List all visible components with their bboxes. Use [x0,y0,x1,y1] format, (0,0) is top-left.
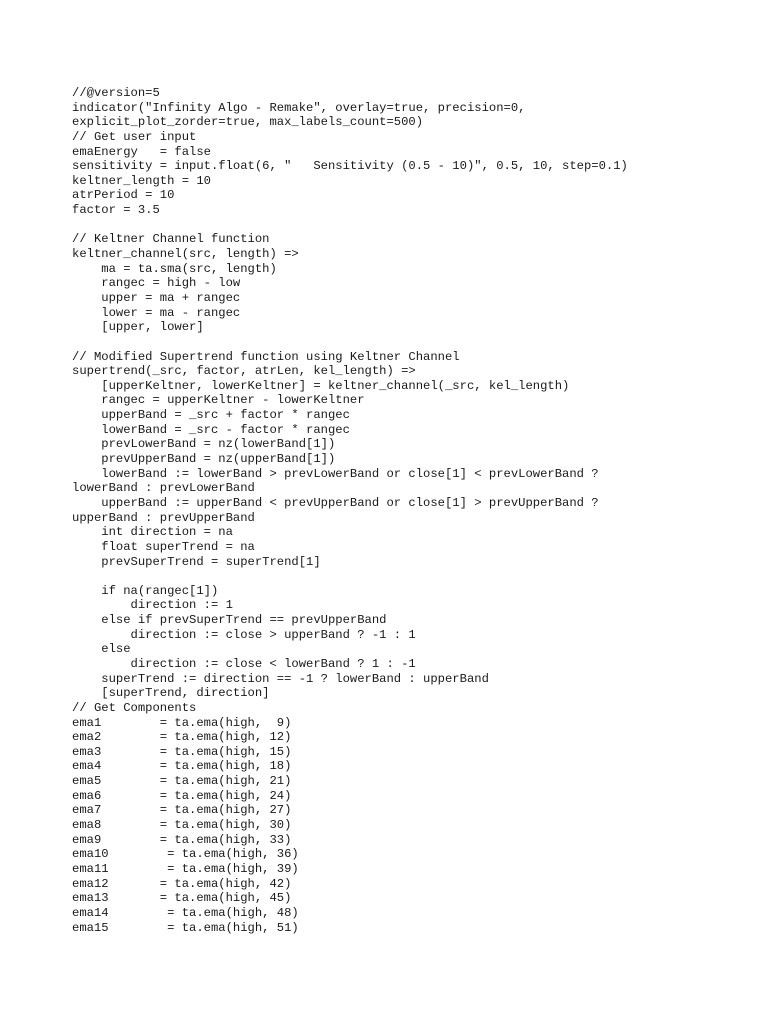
code-line: upperBand = _src + factor * rangec [72,408,350,423]
code-line: lowerBand := lowerBand > prevLowerBand or close[1] < prevLowerBand ? [72,466,599,481]
code-line: ema5 = ta.ema(high, 21) [72,774,292,789]
code-line: upperBand := upperBand < prevUpperBand or close[1] > prevUpperBand ? [72,495,599,510]
code-line: direction := 1 [72,598,233,613]
code-line: ema11 = ta.ema(high, 39) [72,861,299,876]
code-line: superTrend := direction == -1 ? lowerBand : upperBand [72,671,489,686]
code-line: explicit_plot_zorder=true, max_labels_count=500) [72,115,424,130]
code-line: else [72,642,131,657]
code-line: // Get Components [72,700,197,715]
code-line: upperBand : prevUpperBand [72,510,255,525]
code-line: emaEnergy = false [72,144,211,159]
code-line: ema3 = ta.ema(high, 15) [72,744,292,759]
code-line: rangec = upperKeltner - lowerKeltner [72,393,365,408]
code-line: upper = ma + rangec [72,290,241,305]
code-line: int direction = na [72,525,233,540]
code-block [72,86,752,935]
code-line [72,569,752,584]
code-line: ema13 = ta.ema(high, 45) [72,891,292,906]
code-line: ema9 = ta.ema(high, 33) [72,832,292,847]
code-line: ema12 = ta.ema(high, 42) [72,876,292,891]
code-line: ma = ta.sma(src, length) [72,261,277,276]
code-line: else if prevSuperTrend == prevUpperBand [72,613,387,628]
code-line: //@version=5 [72,86,160,100]
code-line: ema14 = ta.ema(high, 48) [72,905,299,920]
code-line: ema6 = ta.ema(high, 24) [72,788,292,803]
code-line: [superTrend, direction] [72,686,270,701]
code-line: ema1 = ta.ema(high, 9) [72,715,292,730]
code-line: lowerBand = _src - factor * rangec [72,422,350,437]
code-line: rangec = high - low [72,276,241,291]
code-line: atrPeriod = 10 [72,188,175,203]
code-line: [upper, lower] [72,320,204,335]
code-line: ema2 = ta.ema(high, 12) [72,730,292,745]
code-line: [upperKeltner, lowerKeltner] = keltner_channel(_src, kel_length) [72,378,570,393]
code-line: if na(rangec[1]) [72,583,219,598]
code-line: float superTrend = na [72,539,255,554]
code-line: ema4 = ta.ema(high, 18) [72,759,292,774]
code-line: keltner_length = 10 [72,173,211,188]
code-line [72,218,752,233]
code-line: prevSuperTrend = superTrend[1] [72,554,321,569]
code-line: // Modified Supertrend function using Keltner Channel [72,349,460,364]
code-line: lower = ma - rangec [72,305,241,320]
code-line: ema7 = ta.ema(high, 27) [72,803,292,818]
code-line: lowerBand : prevLowerBand [72,481,255,496]
code-line: ema10 = ta.ema(high, 36) [72,847,299,862]
code-line: direction := close > upperBand ? -1 : 1 [72,627,416,642]
code-line: indicator("Infinity Algo - Remake", overlay=true, precision=0, [72,100,526,115]
code-line: direction := close < lowerBand ? 1 : -1 [72,656,416,671]
code-line: prevLowerBand = nz(lowerBand[1]) [72,437,336,452]
code-line: prevUpperBand = nz(upperBand[1]) [72,452,336,467]
code-line: ema8 = ta.ema(high, 30) [72,818,292,833]
code-line: factor = 3.5 [72,203,160,218]
code-line: // Get user input [72,129,197,144]
code-line: supertrend(_src, factor, atrLen, kel_length) => [72,364,416,379]
code-line: sensitivity = input.float(6, " Sensitivity (0.5 - 10)", 0.5, 10, step=0.1) [72,159,628,174]
code-line: // Keltner Channel function [72,232,270,247]
code-line: ema15 = ta.ema(high, 51) [72,920,299,935]
code-line: keltner_channel(src, length) => [72,247,299,262]
code-line [72,335,752,350]
